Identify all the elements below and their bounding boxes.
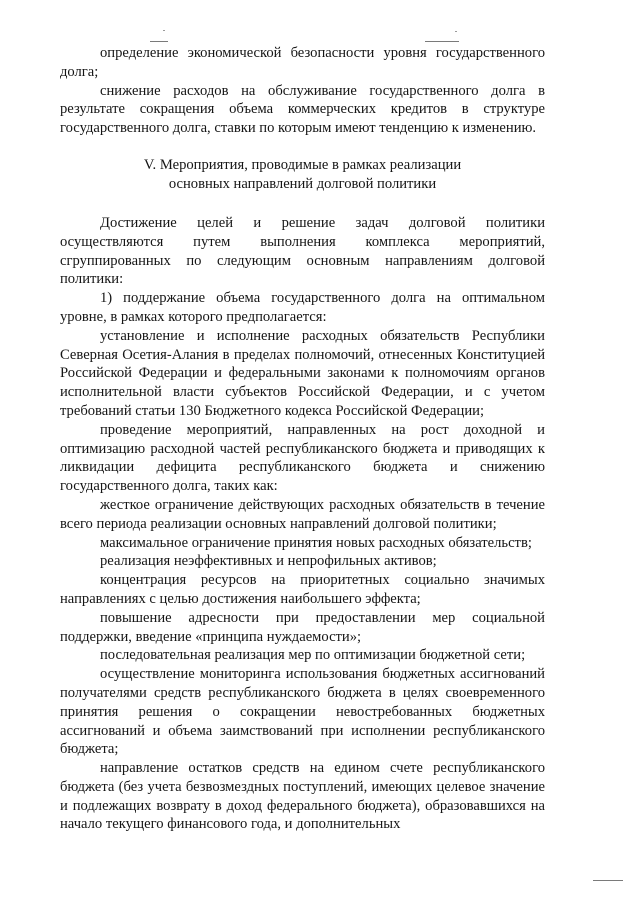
paragraph: установление и исполнение расходных обязательств Республики Северная Осетия-Алания в пределах полномочий, отнесенных Конституцией Российской Федерации и федеральными законами к полномочиям органов исполнительной власти субъектов Российской Федерации, и с учетом требований статьи 130 Бюджетного кодекса Российской Федерации; [60,327,545,419]
scan-dot [455,31,457,32]
paragraph: повышение адресности при предоставлении мер социальной поддержки, введение «принципа нуждаемости»; [60,609,545,645]
paragraph: Достижение целей и решение задач долговой политики осуществляются путем выполнения комплекса мероприятий, сгруппированных по следующим основным направлениям долговой политики: [60,214,545,288]
paragraph: жесткое ограничение действующих расходных обязательств в течение всего периода реализации основных направлений долговой политики; [60,496,545,532]
paragraph: последовательная реализация мер по оптимизации бюджетной сети; [100,647,526,664]
paragraph: снижение расходов на обслуживание государственного долга в результате сокращения объема коммерческих кредитов в структуре государственного долга, ставки по которым имеют тенденцию к изменению. [60,82,545,137]
section-heading-line-1: V. Мероприятия, проводимые в рамках реализации [143,156,462,173]
paragraph: 1) поддержание объема государственного долга на оптимальном уровне, в рамках которого предполагается: [60,290,545,325]
paragraph: осуществление мониторинга использования бюджетных ассигнований получателями средств республиканского бюджета в целях своевременного принятия решения о сокращении невостребованных бюджетных ассигнований и объема заимствований при исполнении республиканского бюджета; [60,666,545,758]
paragraph: направление остатков средств на едином счете республиканского бюджета (без учета безвозмездных поступлений, имеющих целевое значение и подлежащих возврату в доход федерального бюджета), образовавшихся на начало текущего финансового года, и дополнительных [60,760,545,833]
section-heading [60,156,545,194]
scan-dot [163,30,165,31]
paragraph: реализация неэффективных и непрофильных активов; [100,553,437,570]
scan-mark-top-right [425,41,459,42]
section-heading-line-2: основных направлений долговой политики [168,175,437,192]
paragraph: концентрация ресурсов на приоритетных социально значимых направлениях с целью достижения наибольшего эффекта; [60,572,545,607]
scan-mark-top-left [150,41,168,42]
paragraph: проведение мероприятий, направленных на рост доходной и оптимизацию расходной частей республиканского бюджета и приводящих к ликвидации дефицита республиканского бюджета и снижению государственного долга, таких как: [60,421,545,495]
paragraph: определение экономической безопасности уровня государственного долга; [60,45,545,80]
document-page [60,44,545,834]
scan-mark-bottom-right [593,880,623,881]
paragraph: максимальное ограничение принятия новых расходных обязательств; [100,534,532,551]
